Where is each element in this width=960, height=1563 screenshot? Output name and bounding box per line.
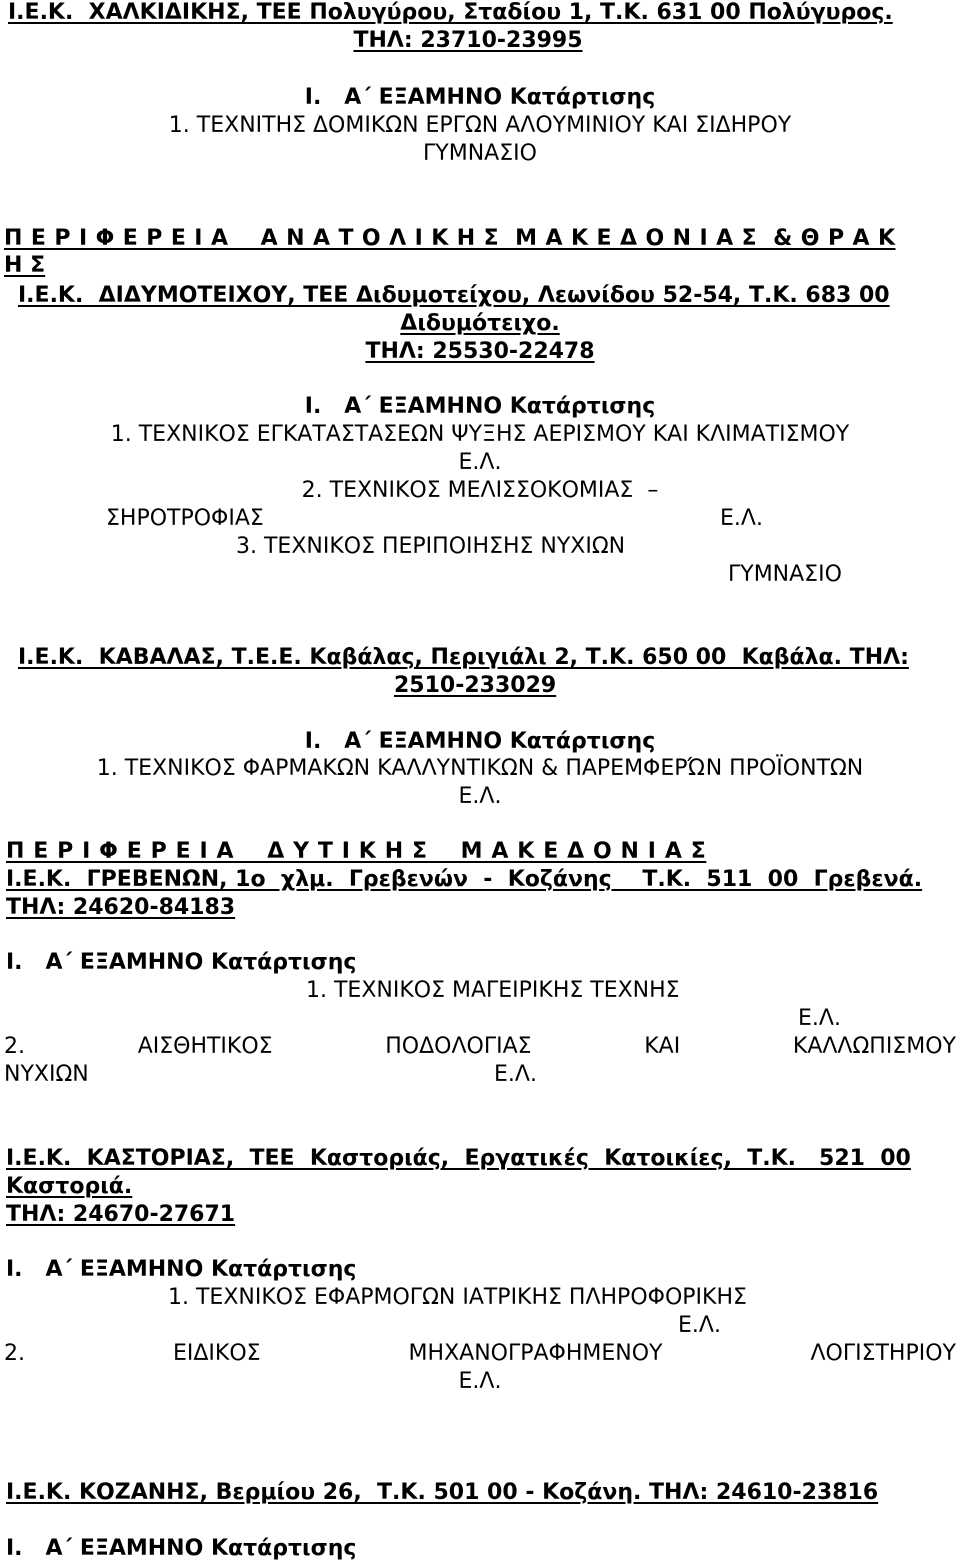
specialty-word: ΚΑΛΛΩΠΙΣΜΟΥ — [792, 1034, 956, 1059]
specialty-word: ΜΗΧΑΝΟΓΡΑΦΗΜΕΝΟΥ — [408, 1341, 663, 1366]
specialty-word: ΕΙΔΙΚΟΣ — [172, 1341, 261, 1366]
iek-didymoteicho-header: Ι.Ε.Κ. ΔΙΔΥΜΟΤΕΙΧΟΥ, ΤΕΕ Διδυμοτείχου, Λεωνίδου 52-54, Τ.Κ. 683 00 — [18, 283, 890, 308]
iek-kastoria-city: Καστοριά. — [6, 1174, 133, 1199]
specialty-level: Ε.Λ. — [720, 506, 763, 531]
specialty-item — [4, 1340, 956, 1368]
iek-didymoteicho-city: Διδυμότειχο. — [400, 311, 560, 336]
specialty-level: Ε.Λ. — [458, 450, 502, 475]
semester-heading: Ι. Α΄ ΕΞΑΜΗΝΟ Κατάρτισης — [304, 85, 656, 110]
specialty-level: ΓΥΜΝΑΣΙΟ — [728, 562, 842, 587]
specialty-item: 1. ΤΕΧΝΙΚΟΣ ΦΑΡΜΑΚΩΝ ΚΑΛΛΥΝΤΙΚΩΝ & ΠΑΡΕΜΦΕΡΏΝ ΠΡΟΪΟΝΤΩΝ — [96, 756, 864, 781]
iek-grevena-phone: ΤΗΛ: 24620-84183 — [6, 895, 236, 920]
iek-grevena-header: Ι.Ε.Κ. ΓΡΕΒΕΝΩΝ, 1ο χλμ. Γρεβενών - Κοζάνης Τ.Κ. 511 00 Γρεβενά. — [6, 867, 923, 892]
region-heading-east: Π Ε Ρ Ι Φ Ε Ρ Ε Ι Α Α Ν Α Τ Ο Λ Ι Κ Η Σ Μ Α Κ Ε Δ Ο Ν Ι Α Σ & Θ Ρ Α Κ — [4, 226, 896, 251]
specialty-word: ΑΙΣΘΗΤΙΚΟΣ — [137, 1034, 273, 1059]
specialty-level: Ε.Λ. — [678, 1313, 721, 1338]
iek-kavala-phone: 2510-233029 — [394, 673, 557, 698]
specialty-word: ΛΟΓΙΣΤΗΡΙΟΥ — [810, 1341, 956, 1366]
iek-didymoteicho-phone: ΤΗΛ: 25530-22478 — [365, 339, 595, 364]
specialty-word: ΠΟΔΟΛΟΓΙΑΣ — [385, 1034, 532, 1059]
specialty-level: Ε.Λ. — [494, 1062, 537, 1087]
specialty-item-continued: ΣΗΡΟΤΡΟΦΙΑΣ — [106, 506, 264, 531]
iek-chalkidiki-phone: ΤΗΛ: 23710-23995 — [353, 28, 583, 53]
specialty-item: 1. ΤΕΧΝΙΤΗΣ ΔΟΜΙΚΩΝ ΕΡΓΩΝ ΑΛΟΥΜΙΝΙΟΥ ΚΑΙ ΣΙΔΗΡΟΥ — [168, 113, 792, 138]
specialty-level: ΓΥΜΝΑΣΙΟ — [423, 141, 537, 166]
specialty-item: 2. ΤΕΧΝΙΚΟΣ ΜΕΛΙΣΣΟΚΟΜΙΑΣ – — [301, 478, 659, 503]
specialty-word: ΚΑΙ — [644, 1034, 681, 1059]
region-heading-west: Π Ε Ρ Ι Φ Ε Ρ Ε Ι Α Δ Υ Τ Ι Κ Η Σ Μ Α Κ Ε Δ Ο Ν Ι Α Σ — [6, 839, 707, 864]
semester-heading: Ι. Α΄ ΕΞΑΜΗΝΟ Κατάρτισης — [6, 1257, 357, 1282]
specialty-item: 1. ΤΕΧΝΙΚΟΣ ΜΑΓΕΙΡΙΚΗΣ ΤΕΧΝΗΣ — [306, 978, 680, 1003]
specialty-item: 1. ΤΕΧΝΙΚΟΣ ΕΦΑΡΜΟΓΩΝ ΙΑΤΡΙΚΗΣ ΠΛΗΡΟΦΟΡΙΚΗΣ — [168, 1285, 747, 1310]
specialty-item: 1. ΤΕΧΝΙΚΟΣ ΕΓΚΑΤΑΣΤΑΣΕΩΝ ΨΥΞΗΣ ΑΕΡΙΣΜΟΥ ΚΑΙ ΚΛΙΜΑΤΙΣΜΟΥ — [110, 422, 850, 447]
specialty-word: 2. — [4, 1341, 25, 1366]
semester-heading: Ι. Α΄ ΕΞΑΜΗΝΟ Κατάρτισης — [304, 394, 656, 419]
specialty-word: 2. — [4, 1034, 25, 1059]
specialty-level: Ε.Λ. — [458, 784, 502, 809]
specialty-level: Ε.Λ. — [458, 1369, 502, 1394]
semester-heading: Ι. Α΄ ΕΞΑΜΗΝΟ Κατάρτισης — [304, 729, 656, 754]
specialty-item — [4, 1033, 956, 1061]
iek-kastoria-header: Ι.Ε.Κ. ΚΑΣΤΟΡΙΑΣ, ΤΕΕ Καστοριάς, Εργατικές Κατοικίες, Τ.Κ. 521 00 — [6, 1146, 911, 1171]
iek-kozani-header: Ι.Ε.Κ. ΚΟΖΑΝΗΣ, Βερμίου 26, Τ.Κ. 501 00 - Κοζάνη. ΤΗΛ: 24610-23816 — [6, 1480, 879, 1505]
iek-kastoria-phone: ΤΗΛ: 24670-27671 — [6, 1202, 236, 1227]
iek-kavala-header: Ι.Ε.Κ. ΚΑΒΑΛΑΣ, Τ.Ε.Ε. Καβάλας, Περιγιάλι 2, Τ.Κ. 650 00 Καβάλα. ΤΗΛ: — [18, 645, 909, 670]
semester-heading: Ι. Α΄ ΕΞΑΜΗΝΟ Κατάρτισης — [6, 950, 357, 975]
iek-chalkidiki-header: Ι.Ε.Κ. ΧΑΛΚΙΔΙΚΗΣ, ΤΕΕ Πολυγύρου, Σταδίου 1, Τ.Κ. 631 00 Πολύγυρος. — [8, 0, 893, 25]
specialty-item-continued: ΝΥΧΙΩΝ — [4, 1062, 89, 1087]
region-heading-east-continued: Η Σ — [4, 253, 46, 278]
specialty-level: Ε.Λ. — [798, 1006, 841, 1031]
specialty-item: 3. ΤΕΧΝΙΚΟΣ ΠΕΡΙΠΟΙΗΣΗΣ ΝΥΧΙΩΝ — [236, 534, 626, 559]
semester-heading: Ι. Α΄ ΕΞΑΜΗΝΟ Κατάρτισης — [6, 1536, 357, 1561]
